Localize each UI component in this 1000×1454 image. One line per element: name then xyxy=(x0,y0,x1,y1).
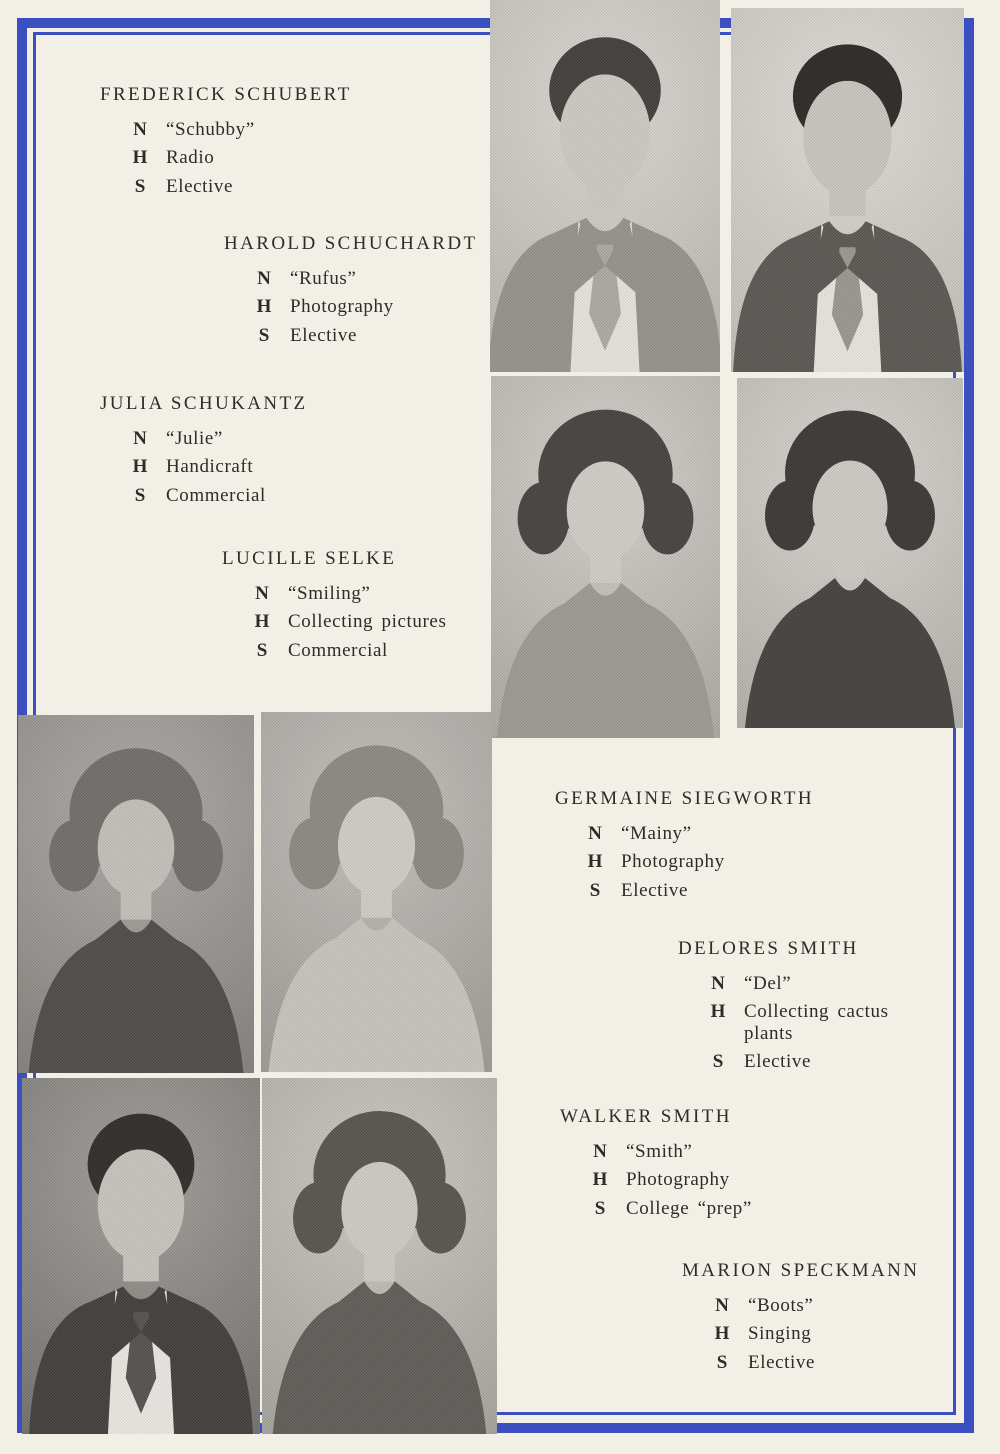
student-name: DELORES SMITH xyxy=(678,938,859,959)
entry-value: Elective xyxy=(290,324,358,346)
portrait-photo-man-dark-suit xyxy=(731,8,964,372)
student-name: MARION SPECKMANN xyxy=(682,1260,920,1281)
student-block-marion-speckmann xyxy=(682,1260,919,1373)
entry-key: H xyxy=(710,1001,726,1023)
woman-silhouette-icon xyxy=(262,1078,497,1434)
student-name: GERMAINE SIEGWORTH xyxy=(555,788,814,809)
student-entries xyxy=(222,583,446,661)
student-block-julia-schukantz xyxy=(100,393,308,506)
student-block-frederick-schubert xyxy=(100,84,352,197)
entry-key: S xyxy=(256,639,268,661)
entry-value: “Julie” xyxy=(166,428,223,449)
entry-key: H xyxy=(132,147,148,169)
entry-key: N xyxy=(715,1295,729,1316)
student-entries xyxy=(560,1141,752,1219)
entry-key: N xyxy=(257,268,271,289)
student-entries xyxy=(678,973,918,1072)
student-block-germaine-siegworth xyxy=(555,788,814,901)
student-name: LUCILLE SELKE xyxy=(222,548,397,569)
student-block-lucille-selke xyxy=(222,548,446,661)
entry-key: N xyxy=(255,583,269,604)
man-silhouette-icon xyxy=(490,0,720,372)
student-entries xyxy=(555,823,814,901)
entry-key: S xyxy=(134,175,146,197)
entry-value: Collecting pictures xyxy=(288,611,447,633)
portrait-photo-woman-hair-bow xyxy=(261,712,492,1072)
woman-silhouette-icon xyxy=(261,712,492,1072)
entry-value: Elective xyxy=(621,879,689,901)
student-name: FREDERICK SCHUBERT xyxy=(100,84,352,105)
woman-silhouette-icon xyxy=(737,378,963,728)
student-name: JULIA SCHUKANTZ xyxy=(100,393,308,414)
entry-value: “Schubby” xyxy=(166,119,255,140)
entry-key: N xyxy=(133,119,147,140)
entry-value: Elective xyxy=(166,175,234,197)
entry-key: H xyxy=(592,1169,608,1191)
student-block-delores-smith xyxy=(678,938,918,1072)
entry-key: N xyxy=(588,823,602,844)
student-entries xyxy=(682,1295,919,1373)
portrait-photo-woman-pearl-necklace xyxy=(737,378,963,728)
entry-value: Photography xyxy=(626,1169,730,1191)
entry-key: S xyxy=(258,324,270,346)
entry-key: S xyxy=(589,879,601,901)
entry-key: H xyxy=(714,1323,730,1345)
entry-value: Elective xyxy=(748,1351,816,1373)
entry-value: “Mainy” xyxy=(621,823,692,844)
portrait-photo-woman-light-jacket xyxy=(491,376,720,738)
entry-value: Photography xyxy=(290,296,394,318)
entry-key: S xyxy=(134,484,146,506)
entry-key: N xyxy=(711,973,725,994)
entry-value: Photography xyxy=(621,851,725,873)
entry-key: H xyxy=(587,851,603,873)
student-name: HAROLD SCHUCHARDT xyxy=(224,233,478,254)
entry-key: H xyxy=(132,456,148,478)
entry-key: H xyxy=(254,611,270,633)
portrait-photo-woman-white-collar xyxy=(18,715,254,1073)
portrait-photo-man-dark-hair xyxy=(22,1078,260,1434)
student-block-walker-smith xyxy=(560,1106,752,1219)
entry-value: “Del” xyxy=(744,973,792,994)
man-silhouette-icon xyxy=(731,8,964,372)
portrait-photo-woman-curly-hair xyxy=(262,1078,497,1434)
entry-value: Singing xyxy=(748,1323,812,1345)
entry-value: Commercial xyxy=(288,639,388,661)
entry-key: N xyxy=(133,428,147,449)
woman-silhouette-icon xyxy=(18,715,254,1073)
student-entries xyxy=(224,268,478,346)
man-silhouette-icon xyxy=(22,1078,260,1434)
student-entries xyxy=(100,428,308,506)
entry-value: Elective xyxy=(744,1050,812,1072)
entry-value: “Smiling” xyxy=(288,583,371,604)
woman-silhouette-icon xyxy=(491,376,720,738)
entry-value: “Boots” xyxy=(748,1295,814,1316)
entry-value: College “prep” xyxy=(626,1197,752,1219)
student-name: WALKER SMITH xyxy=(560,1106,732,1127)
portrait-photo-man-light-suit xyxy=(490,0,720,372)
entry-key: H xyxy=(256,296,272,318)
entry-value: Radio xyxy=(166,147,215,169)
entry-key: S xyxy=(594,1197,606,1219)
student-block-harold-schuchardt xyxy=(224,233,478,346)
student-entries xyxy=(100,119,352,197)
entry-key: S xyxy=(716,1351,728,1373)
entry-key: S xyxy=(712,1050,724,1072)
entry-value: Handicraft xyxy=(166,456,254,478)
entry-value: Commercial xyxy=(166,484,266,506)
entry-key: N xyxy=(593,1141,607,1162)
entry-value: Collecting cactus plants xyxy=(744,1001,889,1044)
entry-value: “Rufus” xyxy=(290,268,357,289)
entry-value: “Smith” xyxy=(626,1141,693,1162)
